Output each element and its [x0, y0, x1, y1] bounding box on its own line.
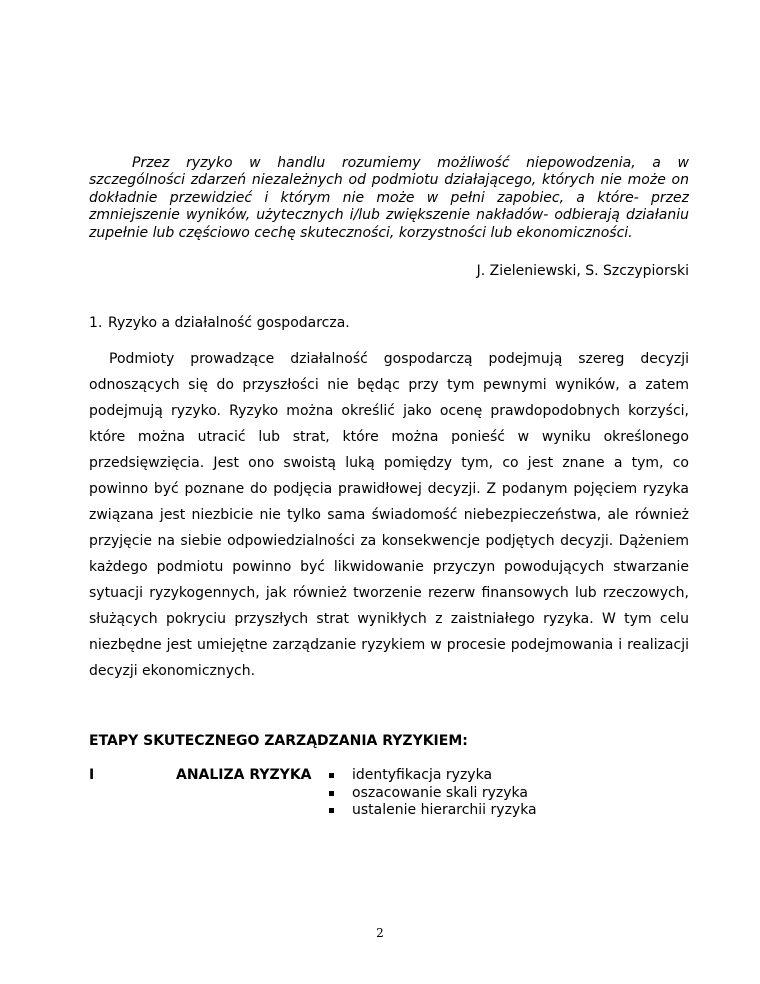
stage-number: I: [89, 767, 95, 783]
section-title: Ryzyko a działalność gospodarcza.: [108, 315, 350, 331]
list-item: [328, 767, 537, 785]
list-item-text: identyfikacja ryzyka: [352, 767, 493, 783]
list-item-text: ustalenie hierarchii ryzyka: [352, 802, 537, 818]
stages-heading: ETAPY SKUTECZNEGO ZARZĄDZANIA RYZYKIEM:: [89, 733, 468, 749]
page-number: 2: [376, 926, 384, 940]
square-bullet-icon: [329, 773, 334, 778]
list-item: [328, 802, 537, 820]
list-item-text: oszacowanie skali ryzyka: [352, 784, 528, 801]
epigraph-quote: [89, 155, 689, 242]
stage-title: ANALIZA RYZYKA: [176, 767, 312, 783]
epigraph-text: Przez ryzyko w handlu rozumiemy możliwość niepowodzenia, a w szczególności zdarzeń niezależnych od podmiotu działającego, których nie może on dokładnie przewidzieć i którym nie może w pełni zapobiec, a które- przez zmniejszenie wyników, użytecznych i/lub zwiększenie nakładów- odbierają działaniu zupełnie lub częściowo cechę skuteczności, korzystności lub ekonomiczności.: [89, 155, 689, 241]
section-number: 1.: [89, 315, 103, 331]
square-bullet-icon: [329, 808, 334, 813]
section-heading: [89, 315, 350, 332]
epigraph-attribution: J. Zieleniewski, S. Szczypiorski: [476, 263, 689, 279]
list-item: [328, 785, 537, 803]
body-paragraph: Podmioty prowadzące działalność gospodarczą podejmują szereg decyzji odnoszących się do przyszłości nie będąc przy tym pewnymi wyników, a zatem podejmują ryzyko. Ryzyko można określić jako ocenę prawdopodobnych korzyści, które można utracić lub strat, które można ponieść w wyniku określonego przedsięwzięcia. Jest ono swoistą luką pomiędzy tym, co jest znane a tym, co powinno być poznane do podjęcia prawidłowej decyzji. Z podanym pojęciem ryzyka związana jest niezbicie nie tylko sama świadomość niebezpieczeństwa, ale również przyjęcie na siebie odpowiedzialności za konsekwencje podjętych decyzji. Dążeniem każdego podmiotu powinno być likwidowanie przyczyn powodujących stwarzanie sytuacji ryzykogennych, jak również tworzenie rezerw finansowych lub rzeczowych, służących pokryciu przyszłych strat wynikłych z zaistniałego ryzyka. W tym celu niezbędne jest umiejętne zarządzanie ryzykiem w procesie podejmowania i realizacji decyzji ekonomicznych.: [89, 351, 689, 679]
stage-item-list: [328, 767, 537, 820]
square-bullet-icon: [329, 791, 334, 796]
